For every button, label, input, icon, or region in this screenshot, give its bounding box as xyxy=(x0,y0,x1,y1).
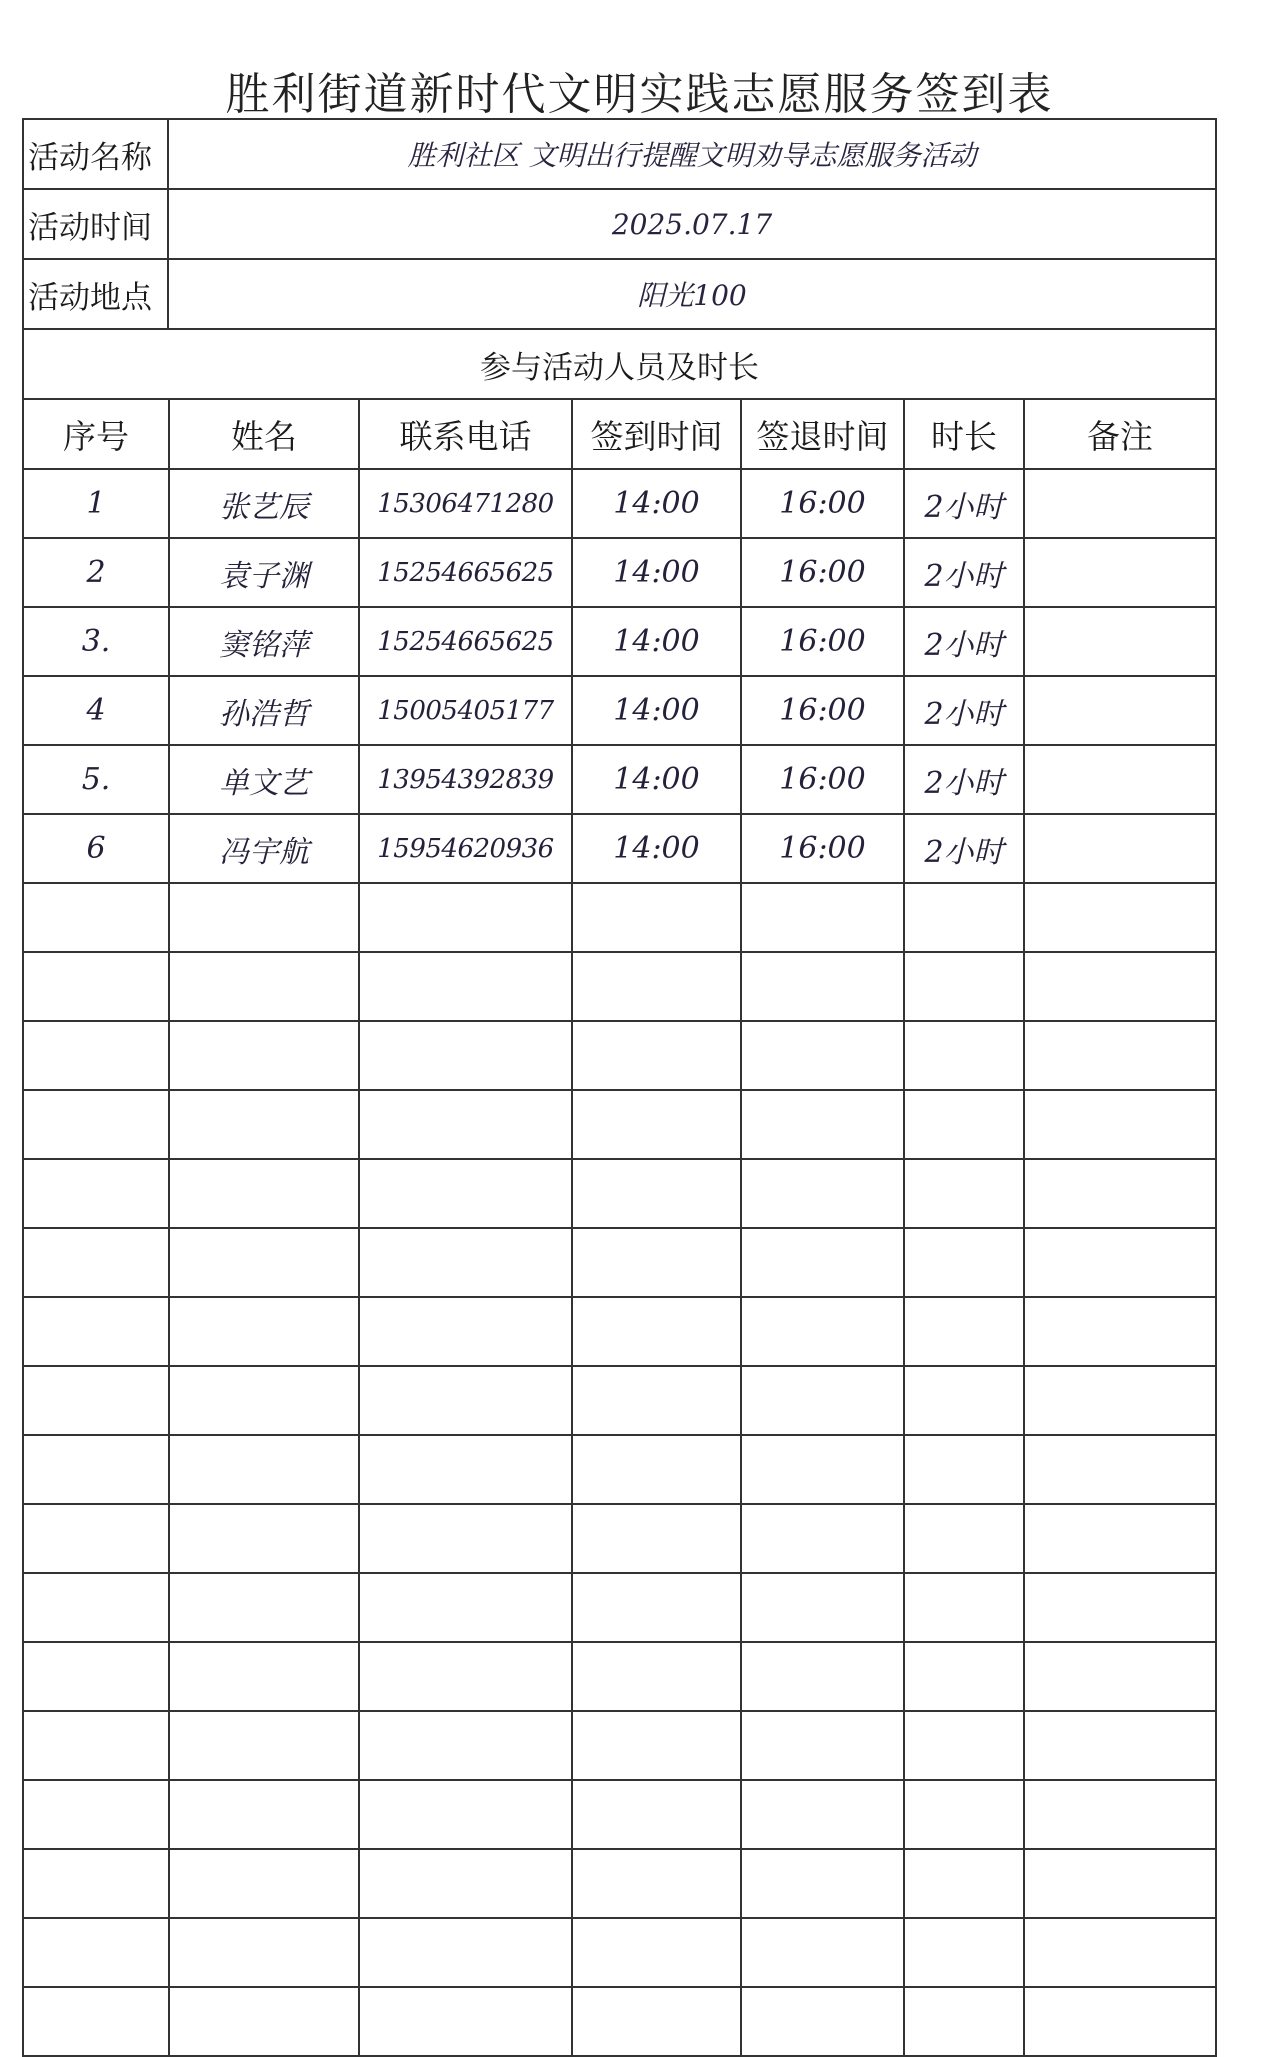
table-row xyxy=(24,1090,1215,1159)
row-number xyxy=(24,883,169,952)
sign-in-time: 14:00 xyxy=(572,469,741,538)
column-header-sign-out: 签退时间 xyxy=(741,400,904,469)
duration xyxy=(904,1297,1024,1366)
sign-out-time xyxy=(741,1987,904,2055)
sign-in-time xyxy=(572,1918,741,1987)
participant-name xyxy=(169,1297,359,1366)
sign-out-time xyxy=(741,1228,904,1297)
row-number xyxy=(24,1849,169,1918)
sign-out-time xyxy=(741,1711,904,1780)
note xyxy=(1024,1228,1215,1297)
participants-table xyxy=(24,400,1215,2055)
participant-name xyxy=(169,1435,359,1504)
table-row xyxy=(24,883,1215,952)
column-header-duration: 时长 xyxy=(904,400,1024,469)
table-row xyxy=(24,1228,1215,1297)
duration xyxy=(904,1090,1024,1159)
sign-out-time xyxy=(741,1159,904,1228)
duration: 2小时 xyxy=(904,469,1024,538)
sign-in-time xyxy=(572,1849,741,1918)
phone-number xyxy=(359,1297,572,1366)
page-title: 胜利街道新时代文明实践志愿服务签到表 xyxy=(225,69,1054,120)
sign-out-time xyxy=(741,1366,904,1435)
phone-number xyxy=(359,1228,572,1297)
row-number: 1 xyxy=(24,469,169,538)
table-row xyxy=(24,1297,1215,1366)
note xyxy=(1024,1987,1215,2055)
sign-in-time xyxy=(572,1090,741,1159)
participant-name: 孙浩哲 xyxy=(169,676,359,745)
sign-in-time xyxy=(572,1780,741,1849)
participant-name: 袁子渊 xyxy=(169,538,359,607)
participant-name: 单文艺 xyxy=(169,745,359,814)
sign-out-time xyxy=(741,1021,904,1090)
sign-in-time: 14:00 xyxy=(572,676,741,745)
table-row xyxy=(24,1573,1215,1642)
activity-time-value: 2025.07.17 xyxy=(611,207,773,241)
phone-number xyxy=(359,883,572,952)
activity-time-label: 活动时间 xyxy=(24,190,169,258)
column-header-note: 备注 xyxy=(1024,400,1215,469)
participant-name xyxy=(169,952,359,1021)
sign-out-time xyxy=(741,1297,904,1366)
row-number: 2 xyxy=(24,538,169,607)
table-row xyxy=(24,1987,1215,2055)
sign-out-time: 16:00 xyxy=(741,469,904,538)
activity-name-label: 活动名称 xyxy=(24,120,169,188)
duration xyxy=(904,1918,1024,1987)
table-header-row xyxy=(24,400,1215,469)
participant-name: 张艺辰 xyxy=(169,469,359,538)
sign-out-time: 16:00 xyxy=(741,745,904,814)
column-header-name: 姓名 xyxy=(169,400,359,469)
note xyxy=(1024,1780,1215,1849)
sign-out-time: 16:00 xyxy=(741,676,904,745)
row-number: 5. xyxy=(24,745,169,814)
table-body xyxy=(24,469,1215,2055)
row-number xyxy=(24,1297,169,1366)
participant-name xyxy=(169,1642,359,1711)
sign-out-time: 16:00 xyxy=(741,607,904,676)
sign-in-sheet xyxy=(22,118,1217,2057)
phone-number xyxy=(359,1366,572,1435)
phone-number: 15306471280 xyxy=(359,469,572,538)
participants-section-title: 参与活动人员及时长 xyxy=(24,330,1215,400)
duration xyxy=(904,1849,1024,1918)
note xyxy=(1024,1642,1215,1711)
sign-out-time xyxy=(741,883,904,952)
duration xyxy=(904,1573,1024,1642)
participant-name xyxy=(169,1573,359,1642)
row-number xyxy=(24,1780,169,1849)
activity-place-row xyxy=(24,260,1215,330)
sign-in-time: 14:00 xyxy=(572,814,741,883)
table-row xyxy=(24,1366,1215,1435)
row-number xyxy=(24,1435,169,1504)
table-row xyxy=(24,676,1215,745)
participant-name xyxy=(169,1504,359,1573)
note xyxy=(1024,1021,1215,1090)
row-number xyxy=(24,952,169,1021)
sign-in-time xyxy=(572,1504,741,1573)
participant-name xyxy=(169,1021,359,1090)
activity-name-row xyxy=(24,120,1215,190)
phone-number xyxy=(359,1435,572,1504)
participant-name xyxy=(169,1366,359,1435)
participant-name xyxy=(169,1849,359,1918)
duration xyxy=(904,1021,1024,1090)
phone-number: 15954620936 xyxy=(359,814,572,883)
sign-in-time xyxy=(572,1228,741,1297)
sign-in-time xyxy=(572,1159,741,1228)
note xyxy=(1024,676,1215,745)
activity-place-label: 活动地点 xyxy=(24,260,169,328)
phone-number: 15254665625 xyxy=(359,607,572,676)
sign-out-time xyxy=(741,952,904,1021)
phone-number xyxy=(359,1090,572,1159)
participant-name xyxy=(169,1711,359,1780)
sign-out-time: 16:00 xyxy=(741,814,904,883)
phone-number xyxy=(359,1780,572,1849)
duration xyxy=(904,1504,1024,1573)
sign-in-time xyxy=(572,1021,741,1090)
participant-name: 窦铭萍 xyxy=(169,607,359,676)
sign-out-time xyxy=(741,1090,904,1159)
note xyxy=(1024,1918,1215,1987)
sign-in-time xyxy=(572,1573,741,1642)
note xyxy=(1024,1159,1215,1228)
table-row xyxy=(24,1435,1215,1504)
table-row xyxy=(24,1642,1215,1711)
row-number xyxy=(24,1573,169,1642)
sign-in-time: 14:00 xyxy=(572,607,741,676)
table-row xyxy=(24,1780,1215,1849)
row-number: 3. xyxy=(24,607,169,676)
phone-number xyxy=(359,1849,572,1918)
participant-name: 冯宇航 xyxy=(169,814,359,883)
phone-number xyxy=(359,1021,572,1090)
note xyxy=(1024,1090,1215,1159)
sign-in-time xyxy=(572,1435,741,1504)
duration xyxy=(904,883,1024,952)
duration: 2小时 xyxy=(904,814,1024,883)
table-row xyxy=(24,1504,1215,1573)
column-header-sign-in: 签到时间 xyxy=(572,400,741,469)
row-number xyxy=(24,1711,169,1780)
row-number xyxy=(24,1228,169,1297)
note xyxy=(1024,745,1215,814)
note xyxy=(1024,1435,1215,1504)
duration xyxy=(904,1159,1024,1228)
row-number xyxy=(24,1021,169,1090)
phone-number xyxy=(359,1642,572,1711)
sign-out-time xyxy=(741,1780,904,1849)
sign-out-time xyxy=(741,1849,904,1918)
row-number xyxy=(24,1366,169,1435)
row-number xyxy=(24,1504,169,1573)
row-number xyxy=(24,1987,169,2055)
sign-out-time xyxy=(741,1918,904,1987)
sign-in-time xyxy=(572,952,741,1021)
table-row xyxy=(24,607,1215,676)
table-row xyxy=(24,952,1215,1021)
table-row xyxy=(24,745,1215,814)
sign-in-time xyxy=(572,883,741,952)
participant-name xyxy=(169,883,359,952)
note xyxy=(1024,1366,1215,1435)
duration: 2小时 xyxy=(904,538,1024,607)
duration xyxy=(904,952,1024,1021)
duration: 2小时 xyxy=(904,607,1024,676)
sign-out-time: 16:00 xyxy=(741,538,904,607)
note xyxy=(1024,814,1215,883)
phone-number xyxy=(359,1504,572,1573)
duration xyxy=(904,1780,1024,1849)
row-number xyxy=(24,1090,169,1159)
sign-out-time xyxy=(741,1573,904,1642)
table-row xyxy=(24,1021,1215,1090)
table-row xyxy=(24,538,1215,607)
duration xyxy=(904,1987,1024,2055)
phone-number xyxy=(359,952,572,1021)
phone-number: 15005405177 xyxy=(359,676,572,745)
duration xyxy=(904,1228,1024,1297)
sign-out-time xyxy=(741,1504,904,1573)
duration xyxy=(904,1435,1024,1504)
row-number xyxy=(24,1642,169,1711)
table-row xyxy=(24,1849,1215,1918)
phone-number: 13954392839 xyxy=(359,745,572,814)
duration: 2小时 xyxy=(904,745,1024,814)
participant-name xyxy=(169,1228,359,1297)
note xyxy=(1024,883,1215,952)
participant-name xyxy=(169,1090,359,1159)
phone-number xyxy=(359,1159,572,1228)
phone-number xyxy=(359,1573,572,1642)
duration xyxy=(904,1366,1024,1435)
table-row xyxy=(24,814,1215,883)
participant-name xyxy=(169,1780,359,1849)
participant-name xyxy=(169,1918,359,1987)
row-number: 4 xyxy=(24,676,169,745)
participant-name xyxy=(169,1159,359,1228)
note xyxy=(1024,538,1215,607)
sign-in-time xyxy=(572,1711,741,1780)
duration: 2小时 xyxy=(904,676,1024,745)
duration xyxy=(904,1711,1024,1780)
sign-in-time: 14:00 xyxy=(572,538,741,607)
phone-number xyxy=(359,1987,572,2055)
note xyxy=(1024,607,1215,676)
note xyxy=(1024,1849,1215,1918)
table-row xyxy=(24,469,1215,538)
sign-in-time xyxy=(572,1987,741,2055)
sign-in-time xyxy=(572,1297,741,1366)
note xyxy=(1024,1711,1215,1780)
note xyxy=(1024,1573,1215,1642)
note xyxy=(1024,952,1215,1021)
participant-name xyxy=(169,1987,359,2055)
table-row xyxy=(24,1918,1215,1987)
phone-number xyxy=(359,1918,572,1987)
note xyxy=(1024,1504,1215,1573)
table-row xyxy=(24,1711,1215,1780)
activity-name-value: 胜利社区 文明出行提醒文明劝导志愿服务活动 xyxy=(407,139,977,172)
sign-in-time xyxy=(572,1642,741,1711)
activity-place-value: 阳光100 xyxy=(637,279,747,312)
note xyxy=(1024,1297,1215,1366)
column-header-no: 序号 xyxy=(24,400,169,469)
note xyxy=(1024,469,1215,538)
duration xyxy=(904,1642,1024,1711)
row-number: 6 xyxy=(24,814,169,883)
column-header-phone: 联系电话 xyxy=(359,400,572,469)
sign-in-time: 14:00 xyxy=(572,745,741,814)
sign-out-time xyxy=(741,1642,904,1711)
activity-time-row xyxy=(24,190,1215,260)
phone-number: 15254665625 xyxy=(359,538,572,607)
sign-out-time xyxy=(741,1435,904,1504)
row-number xyxy=(24,1918,169,1987)
row-number xyxy=(24,1159,169,1228)
table-row xyxy=(24,1159,1215,1228)
sign-in-time xyxy=(572,1366,741,1435)
phone-number xyxy=(359,1711,572,1780)
